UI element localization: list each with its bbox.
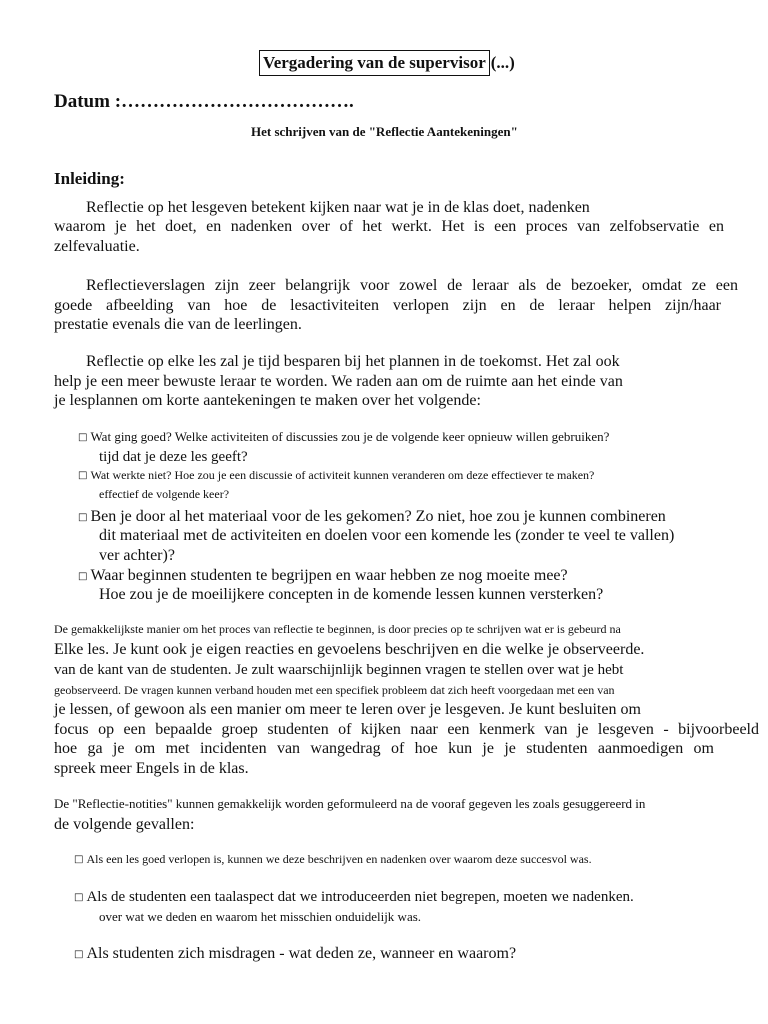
paragraph-line: Reflectie op elke les zal je tijd besparen bij het plannen in de toekomst. Het zal ook xyxy=(86,353,620,370)
paragraph-line: Reflectieverslagen zijn zeer belangrijk voor zowel de leraar als de bezoeker, omdat ze een xyxy=(86,277,738,294)
document-title xyxy=(259,50,515,76)
checkbox-icon: □ xyxy=(74,854,84,865)
paragraph-line: hoe ga je om met incidenten van wangedrag of hoe kun je je studenten aanmoedigen om xyxy=(54,740,714,757)
paragraph-line: help je een meer bewuste leraar te worden. We raden aan om de ruimte aan het einde van xyxy=(54,373,623,390)
paragraph-line: van de kant van de studenten. Je zult waarschijnlijk beginnen vragen te stellen over wat je hebt xyxy=(54,662,624,678)
title-box: Vergadering van de supervisor xyxy=(259,50,490,76)
list-item-continuation: effectief de volgende keer? xyxy=(99,487,230,501)
list-item-continuation: tijd dat je deze les geeft? xyxy=(99,449,248,465)
checkbox-icon: □ xyxy=(78,432,88,443)
paragraph-line: De "Reflectie-notities" kunnen gemakkelijk worden geformuleerd na de vooraf gegeven les zoals gesuggereerd in xyxy=(54,796,646,811)
list-item-continuation: ver achter)? xyxy=(99,547,175,564)
list-item-text: Ben je door al het materiaal voor de les gekomen? Zo niet, hoe zou je kunnen combineren xyxy=(90,508,666,525)
paragraph-line: zelfevaluatie. xyxy=(54,238,140,255)
list-item-text: Als studenten zich misdragen - wat deden ze, wanneer en waarom? xyxy=(86,945,517,962)
list-item xyxy=(78,567,568,585)
paragraph-line: spreek meer Engels in de klas. xyxy=(54,760,249,777)
list-item xyxy=(78,508,666,526)
paragraph-line: de volgende gevallen: xyxy=(54,816,195,833)
checkbox-icon: □ xyxy=(74,892,84,903)
paragraph-line: geobserveerd. De vragen kunnen verband houden met een specifiek probleem dat zich heeft voorgedaan met een van xyxy=(54,683,615,697)
list-item-continuation: over wat we deden en waarom het misschien onduidelijk was. xyxy=(99,909,422,924)
list-item-continuation: Hoe zou je de moeilijkere concepten in de komende lessen kunnen versterken? xyxy=(99,586,604,603)
list-item-text: Waar beginnen studenten te begrijpen en waar hebben ze nog moeite mee? xyxy=(90,567,568,584)
checkbox-icon: □ xyxy=(78,571,88,582)
list-item-text: Als een les goed verlopen is, kunnen we deze beschrijven en nadenken over waarom deze succesvol was. xyxy=(86,852,592,866)
paragraph-line: je lessen, of gewoon als een manier om meer te leren over je lesgeven. Je kunt besluiten om xyxy=(54,701,641,718)
document-subtitle: Het schrijven van de "Reflectie Aantekeningen" xyxy=(251,124,518,139)
paragraph-line: prestatie evenals die van de leerlingen. xyxy=(54,316,302,333)
list-item xyxy=(74,889,634,906)
section-heading-introduction: Inleiding: xyxy=(54,169,125,188)
paragraph-line: Reflectie op het lesgeven betekent kijken naar wat je in de klas doet, nadenken xyxy=(86,199,590,216)
title-suffix: (...) xyxy=(490,53,515,72)
list-item xyxy=(78,429,609,445)
checkbox-icon: □ xyxy=(78,470,88,481)
list-item-text: Als de studenten een taalaspect dat we introduceerden niet begrepen, moeten we nadenken. xyxy=(86,889,634,905)
paragraph-line: je lesplannen om korte aantekeningen te maken over het volgende: xyxy=(54,392,481,409)
list-item xyxy=(74,945,516,963)
paragraph-line: waarom je het doet, en nadenken over of het werkt. Het is een proces van zelfobservatie en xyxy=(54,218,724,235)
paragraph-line: De gemakkelijkste manier om het proces van reflectie te beginnen, is door precies op te schrijven wat er is gebeurd na xyxy=(54,622,621,636)
list-item xyxy=(78,468,594,483)
list-item xyxy=(74,852,592,867)
list-item-text: Wat ging goed? Welke activiteiten of discussies zou je de volgende keer opnieuw willen gebruiken? xyxy=(90,429,610,444)
paragraph-line: Elke les. Je kunt ook je eigen reacties en gevoelens beschrijven en die welke je observeerde. xyxy=(54,641,645,658)
checkbox-icon: □ xyxy=(74,949,84,960)
paragraph-line: focus op een bepaalde groep studenten of kijken naar een kenmerk van je lesgeven - bijvoorbeeld xyxy=(54,721,759,738)
list-item-continuation: dit materiaal met de activiteiten en doelen voor een komende les (zonder te veel te vallen) xyxy=(99,527,675,544)
paragraph-line: goede afbeelding van hoe de lesactiviteiten verlopen zijn en de leraar helpen zijn/haar xyxy=(54,297,721,314)
date-field: Datum :………………………………. xyxy=(54,91,354,112)
list-item-text: Wat werkte niet? Hoe zou je een discussie of activiteit kunnen veranderen om deze effectiever te maken? xyxy=(90,468,595,482)
checkbox-icon: □ xyxy=(78,512,88,523)
